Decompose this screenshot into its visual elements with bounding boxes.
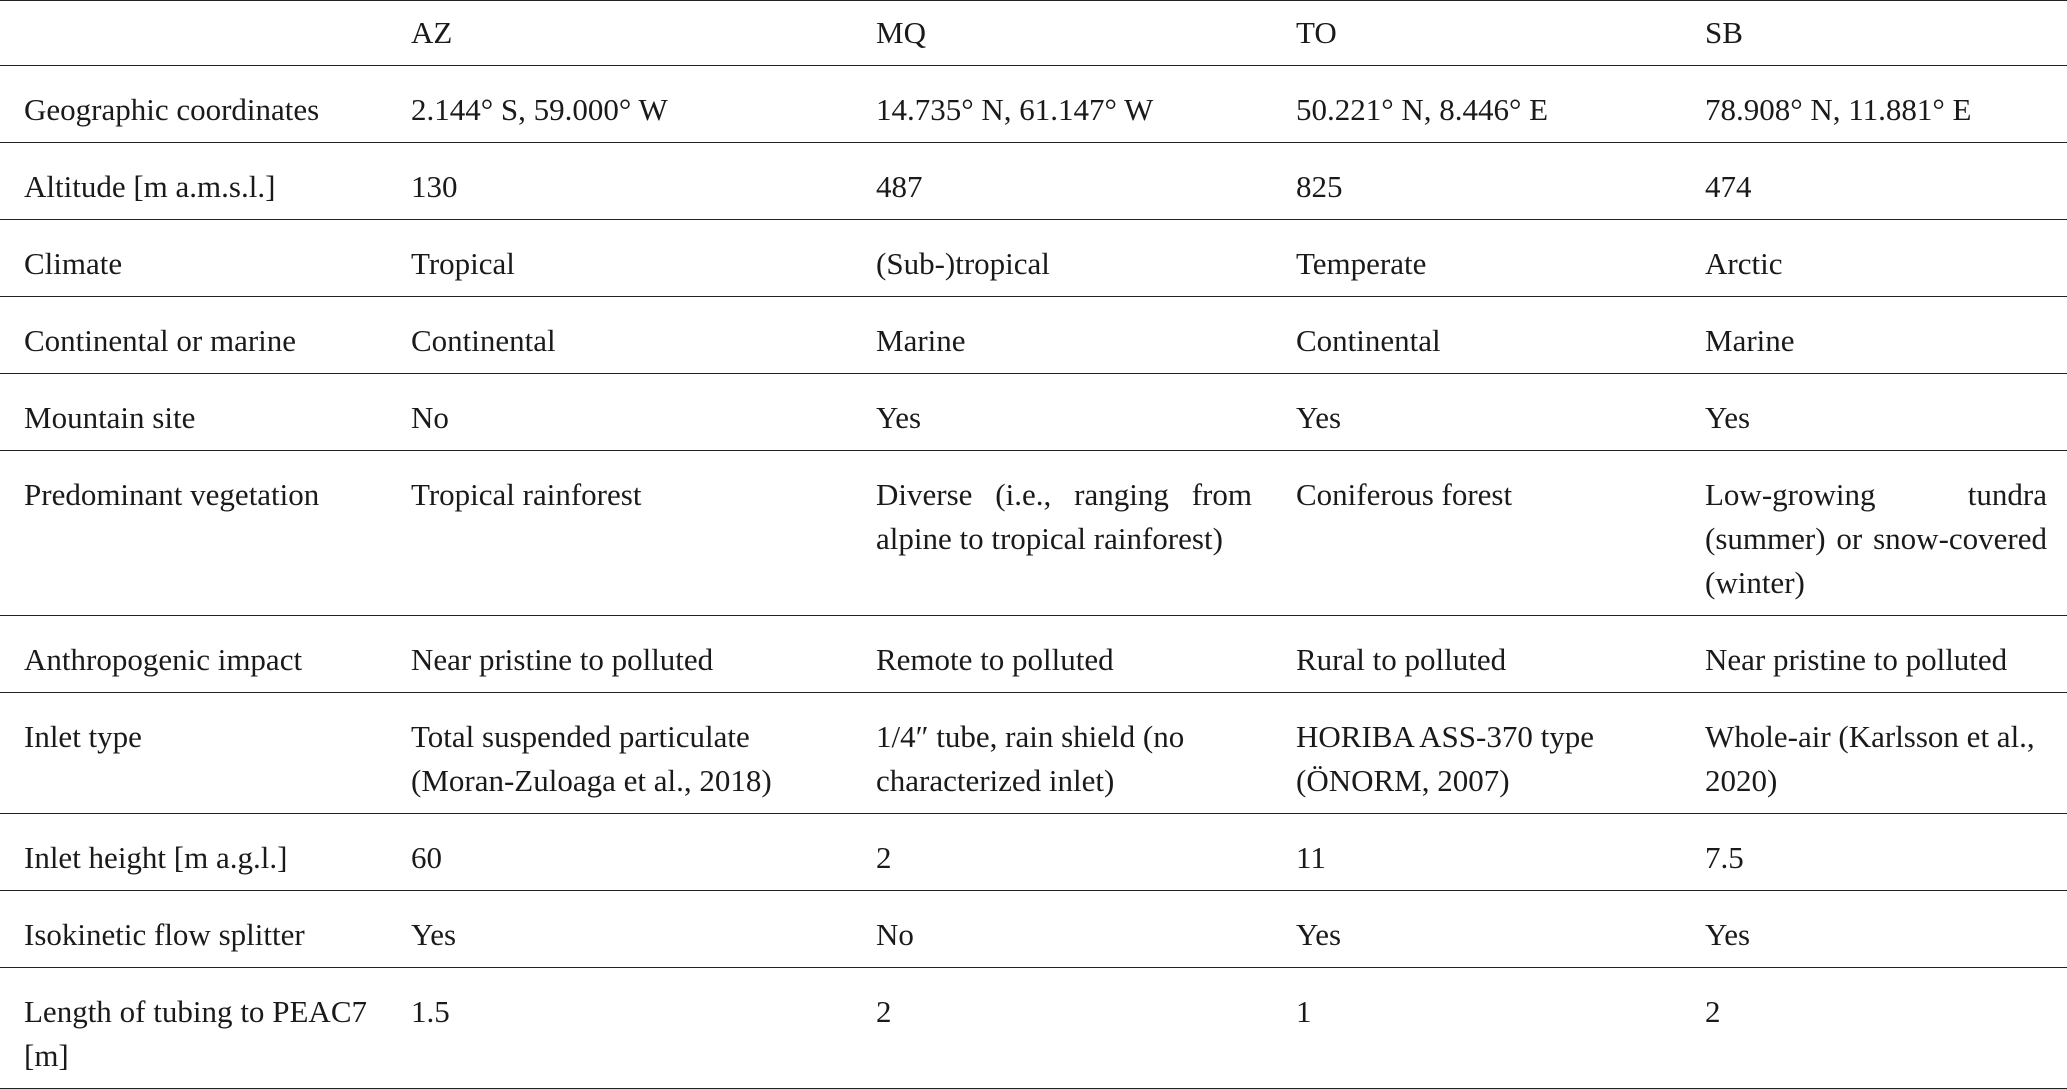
table-cell: Tropical (411, 246, 515, 281)
table-cell: 2 (1705, 994, 1721, 1029)
table-cell: Yes (1705, 917, 1751, 952)
table-cell: 1 (1296, 994, 1312, 1029)
table-row (0, 374, 2067, 451)
table-row (0, 693, 2067, 814)
table-cell: Marine (876, 323, 966, 358)
table-cell: 78.908° N, 11.881° E (1705, 92, 1972, 127)
table-cell: 2 (876, 840, 892, 875)
table-row (0, 451, 2067, 616)
row-label: Mountain site (24, 400, 196, 435)
table-cell: 2.144° S, 59.000° W (411, 92, 668, 127)
row-label: Altitude [m a.m.s.l.] (24, 169, 276, 204)
header-cell-empty (0, 1, 387, 66)
table-cell: Yes (1705, 400, 1751, 435)
table-cell: 7.5 (1705, 840, 1744, 875)
table-cell: 11 (1296, 840, 1326, 875)
table-cell: Yes (411, 917, 457, 952)
table-row (0, 220, 2067, 297)
table-cell: 2 (876, 994, 892, 1029)
row-label: Inlet type (24, 719, 142, 754)
table-cell: 487 (876, 169, 923, 204)
table-cell: Yes (1296, 400, 1342, 435)
table-row (0, 968, 2067, 1089)
table-cell: Near pristine to polluted (1705, 642, 2008, 677)
table-cell: No (411, 400, 449, 435)
table-row (0, 814, 2067, 891)
table-row (0, 891, 2067, 968)
row-label: Predominant vegetation (24, 477, 320, 512)
table-cell: Near pristine to polluted (411, 642, 714, 677)
table-cell: 14.735° N, 61.147° W (876, 92, 1154, 127)
table-cell: 50.221° N, 8.446° E (1296, 92, 1549, 127)
table-cell: 1.5 (411, 994, 450, 1029)
table-cell: Temperate (1296, 246, 1427, 281)
table-cell: HORIBA ASS-370 type (ÖNORM, 2007) (1296, 719, 1594, 798)
table-cell: 1/4″ tube, rain shield (no characterized inlet) (876, 719, 1185, 798)
table-cell: Tropical rainforest (411, 477, 642, 512)
table-cell: Low-growing tundra (summer) or snow-covered (winter) (1705, 477, 2047, 600)
table-cell: No (876, 917, 914, 952)
table-cell: Arctic (1705, 246, 1783, 281)
row-label: Length of tubing to PEAC7 [m] (24, 994, 367, 1073)
row-label: Continental or marine (24, 323, 297, 358)
row-label: Geographic coordinates (24, 92, 320, 127)
table-cell: Coniferous forest (1296, 477, 1513, 512)
table-row (0, 66, 2067, 143)
table-cell: 474 (1705, 169, 1752, 204)
table-row (0, 297, 2067, 374)
table-cell: Whole-air (Karlsson et al., 2020) (1705, 719, 2035, 798)
row-label: Isokinetic flow splitter (24, 917, 305, 952)
table-cell: Remote to polluted (876, 642, 1114, 677)
table-cell: Yes (876, 400, 922, 435)
table-cell: 60 (411, 840, 442, 875)
row-label: Climate (24, 246, 123, 281)
table-cell: Yes (1296, 917, 1342, 952)
row-label: Inlet height [m a.g.l.] (24, 840, 288, 875)
table-cell: Total suspended particulate (Moran-Zuloaga et al., 2018) (411, 719, 772, 798)
header-cell-to: TO (1296, 15, 1337, 50)
table-cell: 130 (411, 169, 458, 204)
table-cell: 825 (1296, 169, 1343, 204)
table-cell: (Sub-)tropical (876, 246, 1050, 281)
table-row (0, 616, 2067, 693)
table-header-row (0, 1, 2067, 66)
table-cell: Continental (1296, 323, 1441, 358)
table-cell: Rural to polluted (1296, 642, 1507, 677)
table-cell: Continental (411, 323, 556, 358)
header-cell-az: AZ (411, 15, 453, 50)
row-label: Anthropogenic impact (24, 642, 303, 677)
table-row (0, 143, 2067, 220)
table-cell: Diverse (i.e., ranging from alpine to tropical rainforest) (876, 477, 1252, 556)
table-cell: Marine (1705, 323, 1795, 358)
header-cell-sb: SB (1705, 15, 1743, 50)
header-cell-mq: MQ (876, 15, 926, 50)
